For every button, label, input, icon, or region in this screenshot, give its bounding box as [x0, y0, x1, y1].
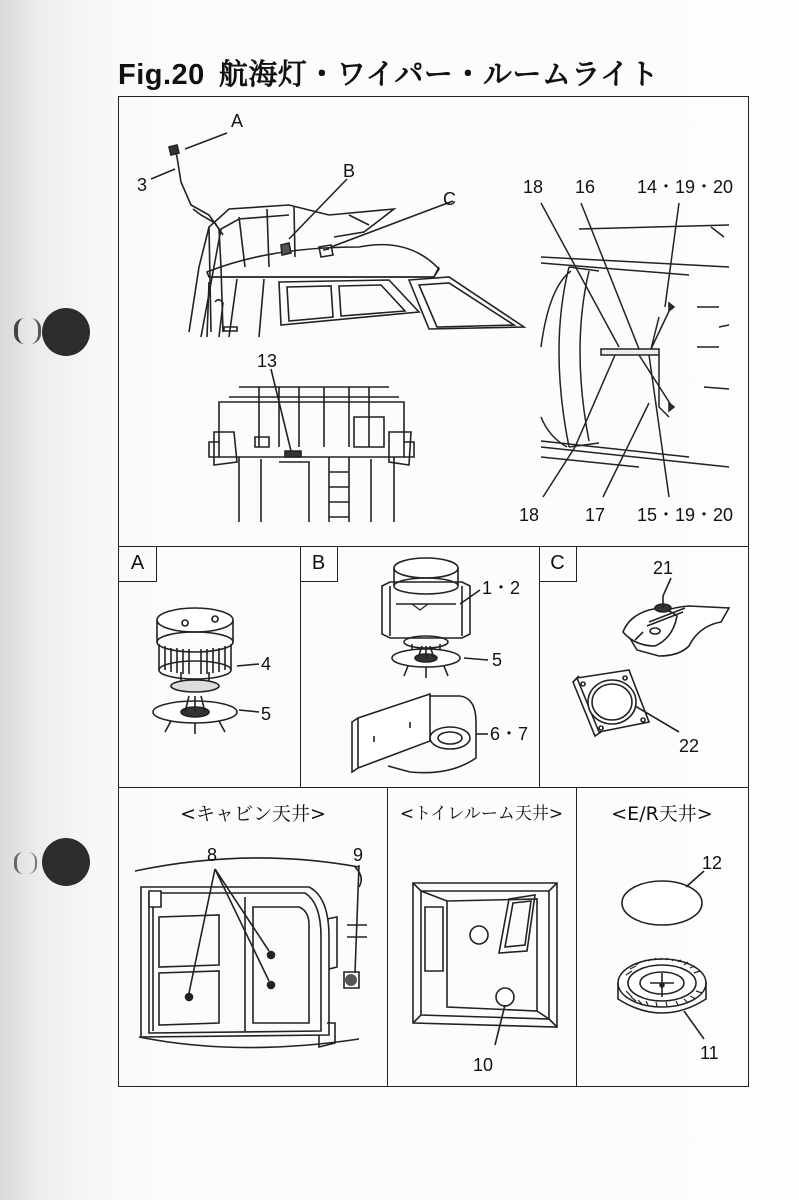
figure-caption: 航海灯・ワイパー・ルームライト: [218, 57, 659, 91]
cabin-ceiling-drawing: [119, 787, 387, 1086]
detail-panel-b: [300, 546, 539, 787]
callout-1-2: 1・2: [482, 578, 521, 598]
callout-b: B: [343, 161, 356, 181]
detail-panel-c: [539, 546, 748, 787]
engine-room-light-drawing: [576, 787, 748, 1086]
panel-label-c: C: [539, 546, 577, 582]
callout-5-a: 5: [261, 704, 272, 724]
callout-18-bottom: 18: [519, 505, 540, 525]
panel-label-a: A: [119, 546, 157, 582]
binder-mark-bottom: [14, 852, 37, 874]
side-light-drawing: [300, 546, 539, 787]
wiper-motor-drawing: [539, 546, 748, 787]
callout-18-top: 18: [523, 177, 544, 197]
overview-cabin-interior: [519, 167, 747, 527]
engine-room-ceiling-heading: <E/R天井>: [611, 803, 713, 825]
cabin-ceiling-heading: <キャビン天井>: [180, 803, 326, 825]
callout-13: 13: [257, 351, 278, 371]
detail-panel-a: [119, 546, 300, 787]
boat-side-drawing: [119, 97, 529, 342]
callout-17: 17: [585, 505, 606, 525]
callout-12: 12: [702, 853, 723, 873]
boat-front-drawing: [199, 347, 429, 527]
figure-frame: [118, 96, 749, 1087]
callout-c: C: [443, 189, 456, 209]
figure-title: [118, 52, 659, 93]
callout-4: 4: [261, 654, 272, 674]
callout-15-19-20: 15・19・20: [637, 505, 734, 525]
ceiling-panel-engine-room: [576, 787, 748, 1086]
masthead-light-drawing: [119, 546, 300, 787]
overview-boat-front: [199, 347, 429, 527]
callout-8: 8: [207, 845, 218, 865]
callout-16: 16: [575, 177, 596, 197]
callout-22: 22: [679, 736, 700, 756]
cabin-interior-drawing: [519, 167, 747, 527]
callout-a: A: [231, 111, 244, 131]
binder-hole-bottom: [42, 838, 90, 886]
callout-14-19-20: 14・19・20: [637, 177, 734, 197]
callout-10: 10: [473, 1055, 494, 1075]
callout-9: 9: [353, 845, 364, 865]
ceiling-panel-cabin: [119, 787, 387, 1086]
ceiling-panel-toilet: [387, 787, 576, 1086]
panel-label-b: B: [300, 546, 338, 582]
toilet-ceiling-heading: <トイレルーム天井>: [399, 804, 564, 824]
callout-21: 21: [653, 558, 674, 578]
callout-6-7: 6・7: [490, 724, 529, 744]
callout-11: 11: [700, 1043, 719, 1063]
toilet-ceiling-drawing: [387, 787, 576, 1086]
binder-mark-top: [14, 318, 41, 344]
overview-boat-side: [119, 97, 529, 342]
cabin-switch-9: [345, 974, 357, 986]
callout-3: 3: [137, 175, 148, 195]
callout-5-b: 5: [492, 650, 503, 670]
binder-hole-top: [42, 308, 90, 356]
figure-number: Fig.20: [118, 59, 205, 91]
